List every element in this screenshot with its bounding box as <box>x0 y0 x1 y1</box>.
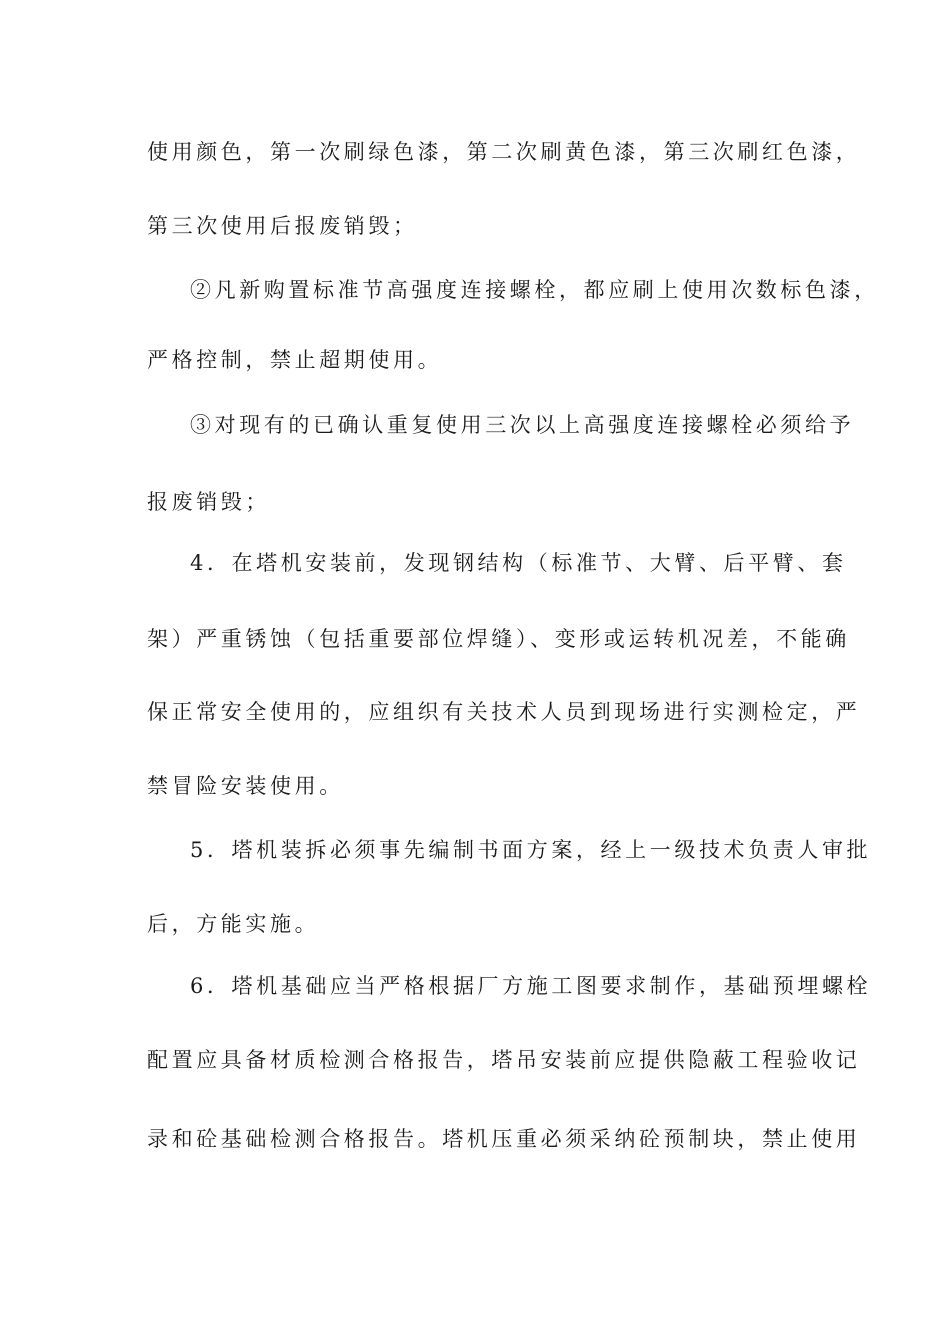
text-line: 保正常安全使用的，应组织有关技术人员到现场进行实测检定，严 <box>147 700 861 724</box>
text-line: 5．塔机装拆必须事先编制书面方案，经上一级技术负责人审批 <box>190 838 872 862</box>
text-line: ②凡新购置标准节高强度连接螺栓，都应刷上使用次数标色漆， <box>190 278 879 302</box>
text-line: 报废销毁； <box>147 490 270 514</box>
text-line: 6．塔机基础应当严格根据厂方施工图要求制作，基础预埋螺栓 <box>190 974 872 998</box>
text-line: 4．在塔机安装前，发现钢结构（标准节、大臂、后平臂、套 <box>190 551 847 575</box>
text-line: 使用颜色，第一次刷绿色漆，第二次刷黄色漆，第三次刷红色漆， <box>147 140 861 164</box>
text-line: 后，方能实施。 <box>147 912 320 936</box>
text-line: 配置应具备材质检测合格报告，塔吊安装前应提供隐蔽工程验收记 <box>147 1048 861 1072</box>
text-line: 第三次使用后报废销毁； <box>147 214 418 238</box>
text-line: 录和砼基础检测合格报告。塔机压重必须采纳砼预制块，禁止使用 <box>147 1127 861 1151</box>
text-line: 禁冒险安装使用。 <box>147 774 344 798</box>
text-line: 严格控制，禁止超期使用。 <box>147 348 443 372</box>
text-line: ③对现有的已确认重复使用三次以上高强度连接螺栓必须给予 <box>190 413 855 437</box>
text-line: 架）严重锈蚀（包括重要部位焊缝）、变形或运转机况差，不能确 <box>147 627 850 651</box>
